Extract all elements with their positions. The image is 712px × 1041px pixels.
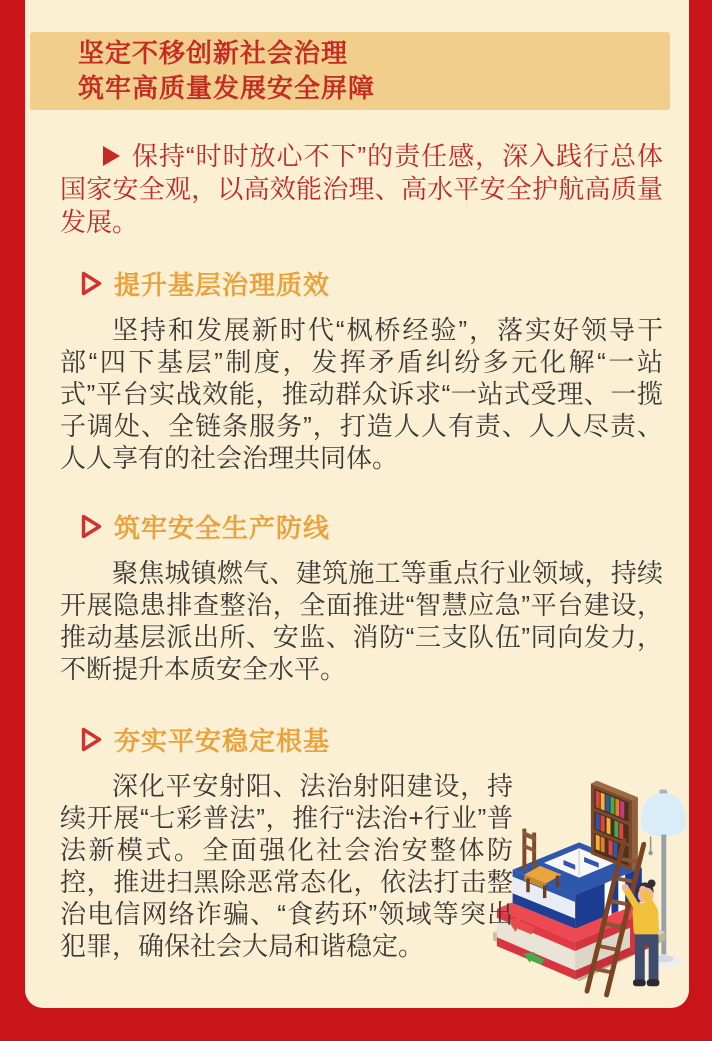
intro-paragraph bbox=[60, 140, 663, 239]
section-body-3: 深化平安射阳、法治射阳建设，持续开展“七彩普法”，推行“法治+行业”普法新模式。全面强化社会治安整体防控，推进扫黑除恶常态化，依法打击整治电信网络诈骗、“食药环”领域等突出犯罪，确保社会大局和谐稳定。 bbox=[60, 771, 513, 961]
books-ladder-illustration bbox=[519, 766, 684, 992]
play-triangle-icon bbox=[103, 146, 120, 166]
intro-text: 保持“时时放心不下”的责任感，深入践行总体国家安全观，以高效能治理、高水平安全护航高质量发展。 bbox=[60, 141, 663, 237]
section-title: 夯实平安稳定根基 bbox=[114, 726, 331, 756]
section-body-1: 坚持和发展新时代“枫桥经验”，落实好领导干部“四下基层”制度，发挥矛盾纠纷多元化解“一站式”平台实战效能，推动群众诉求“一站式受理、一揽子调处、全链条服务”，打造人人有责、人人尽责、人人享有的社会治理共同体。 bbox=[60, 315, 663, 473]
content-card bbox=[25, 0, 689, 1008]
triangle-outline-icon bbox=[80, 726, 103, 753]
illustration-graphic bbox=[489, 766, 685, 996]
section-body-2: 聚焦城镇燃气、建筑施工等重点行业领域，持续开展隐患排查整治，全面推进“智慧应急”平台建设，推动基层派出所、安监、消防“三支队伍”同向发力，不断提升本质安全水平。 bbox=[60, 558, 663, 684]
title-banner bbox=[30, 32, 670, 110]
section-3-content bbox=[60, 770, 684, 962]
section-heading-2 bbox=[80, 508, 689, 545]
section-heading-1 bbox=[80, 265, 689, 302]
section-title: 筑牢安全生产防线 bbox=[114, 513, 331, 543]
section-title: 提升基层治理质效 bbox=[114, 270, 331, 300]
section-heading-3 bbox=[80, 721, 689, 758]
triangle-outline-icon bbox=[80, 513, 103, 540]
banner-line-2: 筑牢高质量发展安全屏障 bbox=[78, 73, 376, 103]
banner-line-1: 坚定不移创新社会治理 bbox=[78, 38, 349, 68]
triangle-outline-icon bbox=[80, 270, 103, 297]
